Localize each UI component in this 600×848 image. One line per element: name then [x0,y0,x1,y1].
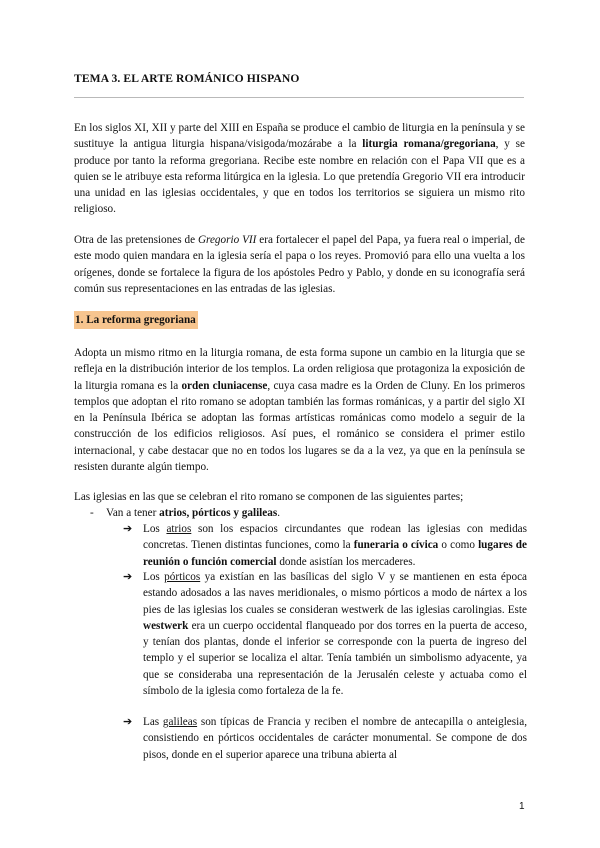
text-run: Otra de las pretensiones de [74,234,198,246]
text-run: Los [143,523,167,535]
bold-term: atrios, pórticos y galileas [159,507,278,519]
text-run: , cuya casa madre es la Orden de Cluny. En los primeros templos que adoptan el rito romano se adoptan también las formas románicas, y a partir del siglo XI en la Península Ibérica se adoptan las formas artísticas románicas como modelo a seguir de la construcción de los edificios religiosos. Así pues, el románico se considera el primer estilo internacional, y cabe destacar que no en todos los lugares se da a la vez, ya que en la península se resisten durante algún tiempo. [74,379,526,474]
bullet-text [143,569,527,699]
page-number: 1 [519,801,525,812]
bold-term: funeraria o cívica [353,539,439,552]
bold-term: lugares de reunión o función comercial [143,539,527,568]
underlined-term: galileas [162,716,198,728]
text-run: ya existían en las basílicas del siglo V y se mantienen en esta época estando adosados a las naves meridionales, o mismo pórticos a modo de nártex a los pies de las iglesias los cuales se consideran westwerk de las iglesias carolingias. Este [143,571,528,616]
bold-term: westwerk [143,619,189,632]
text-run: Adopta un mismo ritmo en la liturgia romana, de esta forma supone un cambio en la liturgia que se refleja en la distribución interior de los templos. La orden religiosa que protagoniza la exposición de la liturgia romana es la [74,347,525,392]
page-title: TEMA 3. EL ARTE ROMÁNICO HISPANO [74,72,300,85]
text-run: . [277,507,280,519]
text-run: era un cuerpo occidental flanqueado por dos torres en la puerta de acceso, y tenían dos plantas, donde el inferior se corresponde con la puerta de ingreso del templo y el superior se localiza el altar. Tenía también un simbolismo adyacente, ya que se consideraba una representación de la Jerusalén celeste y actuaba como el símbolo de la iglesia como fortaleza de la fe. [143,619,527,698]
bullet-atrios [123,521,527,570]
bold-term: orden cluniacense [181,379,268,392]
bullet-text [143,714,527,763]
text-run: , y se produce por tanto la reforma gregoriana. Recibe este nombre en relación con el Papa VII que es a quien se le atribuye esta reforma litúrgica en la iglesia. Lo que pretendía Gregorio VII era introducir una unidad en las iglesias occidentales, y que en todos los territorios se siguiera un mismo rito religioso. [74,138,525,216]
text-run: Las [143,716,163,728]
arrow-right-icon: ➔ [123,716,133,728]
text-run: Van a tener [106,507,160,519]
bold-term: liturgia romana/gregoriana [362,138,496,151]
bullet-galileas [123,714,527,763]
list-item-text [106,505,280,521]
dash-marker: - [90,507,94,519]
text-run: era fortalecer el papel del Papa, ya fuera real o imperial, de este modo quien mandara en la iglesia sería el papa o los reyes. Promovió para ello una vuelta a los orígenes, donde se fortalece la figura de los apóstoles Pedro y Pablo, y donde en su iconografía será común sus representaciones en las entradas de las iglesias. [74,234,525,295]
arrow-right-icon: ➔ [123,571,133,583]
text-run: donde asistían los mercaderes. [276,555,416,568]
title-divider [74,97,524,98]
intro-paragraph-2 [74,232,525,297]
underlined-term: atrios [166,523,192,535]
italic-term: Gregorio VII [197,234,257,246]
arrow-right-icon: ➔ [123,523,133,535]
section-heading: 1. La reforma gregoriana [74,311,198,329]
section-paragraph-2: Las iglesias en las que se celebran el rito romano se componen de las siguientes partes; [74,491,464,503]
intro-paragraph-1 [74,120,525,218]
text-run: son los espacios circundantes que rodean las iglesias con medidas concretas. Tienen distintas funciones, como la [143,523,528,552]
text-run: o como [438,539,479,552]
text-run: son típicas de Francia y reciben el nombre de antecapilla o anteiglesia, consistiendo en pórticos occidentales de carácter monumental. Se compone de dos pisos, donde en el superior aparece una tribuna abierta al [143,716,527,761]
underlined-term: pórticos [164,571,201,583]
bullet-text [143,521,527,570]
bullet-porticos [123,569,527,699]
section-paragraph-1 [74,345,525,475]
text-run: En los siglos XI, XII y parte del XIII en España se produce el cambio de liturgia en la península y se sustituye la antigua liturgia hispana/visigoda/mozárabe a la [74,122,525,151]
text-run: Los [143,571,165,583]
